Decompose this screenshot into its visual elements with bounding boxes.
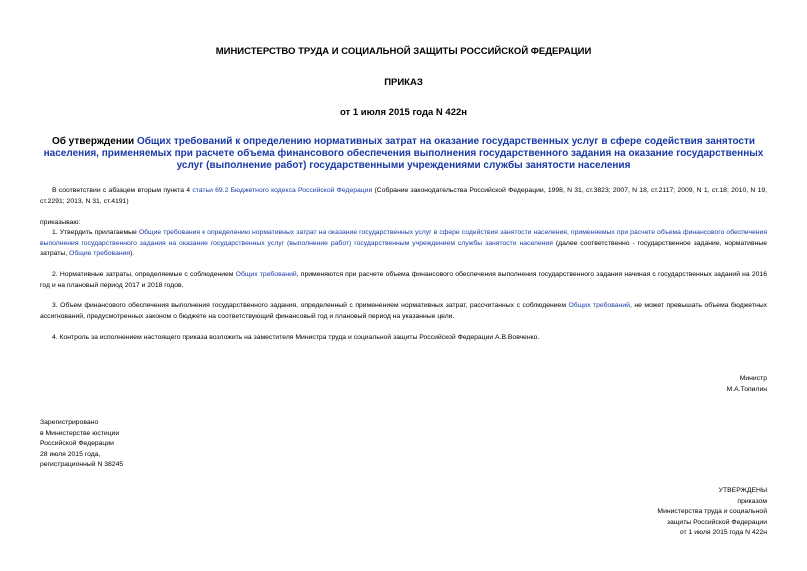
item-1-text-1: 1. Утвердить прилагаемые: [52, 229, 139, 236]
registration-line-2: в Министерстве юстиции: [40, 429, 120, 437]
document-title: [40, 136, 767, 172]
item-3-text-2: , не может превышать объема бюджетных ассигнований, предусмотренных законом о бюджете на соответствующий финансовый год и плановый период на указанные цели.: [40, 302, 767, 320]
registration-line-5: регистрационный N 38245: [40, 461, 124, 469]
item-1-link[interactable]: Общие требования к определению нормативных затрат на оказание государственных услуг в сфере содействия занятости населения, применяемых при расчете объема финансового обеспечения выполнения государственного задания на оказание государственных услуг (выполнение работ) государственным учреждением службы занятости населения: [40, 229, 767, 247]
item-1-text-2: (далее соответственно - государственное задание, нормативные затраты,: [40, 239, 768, 258]
item-3-link[interactable]: Общих требований: [568, 302, 630, 309]
signature-block: [727, 374, 767, 395]
item-1-link-2[interactable]: Общие требования: [69, 250, 131, 258]
orders-word: приказываю:: [40, 219, 81, 226]
preamble-text-2: (Собрание законодательства Российской Федерации, 1998, N 31, ст.3823; 2007, N 18, ст.2117; 2009, N 1, ст.18; 2010, N 19, ст.2291; 2013, N 31, ст.4191): [40, 187, 767, 205]
signature-name: М.А.Топилин: [726, 385, 767, 393]
approved-line-4: защиты Российской Федерации: [666, 518, 767, 526]
document-date-number: от 1 июля 2015 года N 422н: [339, 107, 468, 118]
item-1-text-3: ).: [130, 250, 135, 258]
registration-block: [40, 418, 123, 471]
item-1-paragraph: [40, 228, 767, 260]
item-3-paragraph: [40, 301, 767, 322]
preamble-paragraph: [40, 186, 767, 207]
approved-line-1: УТВЕРЖДЕНЫ: [718, 487, 767, 494]
ministry-heading: МИНИСТЕРСТВО ТРУДА И СОЦИАЛЬНОЙ ЗАЩИТЫ РОССИЙСКОЙ ФЕДЕРАЦИИ: [215, 46, 592, 57]
signature-position: Министр: [739, 375, 767, 382]
approved-block: [657, 486, 767, 539]
title-link[interactable]: Общих требований к определению нормативных затрат на оказание государственных услуг в сфере содействия занятости населения, применяемых при расчете объема финансового обеспечения выполнения государственного задания на оказание государственных услуг (выполнение работ) государственными учреждениями службы занятости населения: [43, 136, 764, 171]
title-prefix: Об утверждении: [51, 136, 137, 147]
item-2-paragraph: [40, 270, 767, 291]
item-2-text-2: , применяются при расчете объема финансового обеспечения выполнения государственного задания начиная с государственных заданий на 2016 год и на плановый период 2017 и 2018 годов.: [40, 271, 767, 289]
registration-line-1: Зарегистрировано: [40, 419, 99, 426]
item-2-text-1: 2. Нормативные затраты, определяемые с соблюдением: [52, 271, 236, 278]
preamble-text-1: В соответствии с абзацем вторым пункта 4: [52, 187, 193, 194]
budget-code-link[interactable]: статьи 69.2 Бюджетного кодекса Российской Федерации: [192, 187, 373, 194]
approved-line-5: от 1 июля 2015 года N 422н: [679, 529, 767, 537]
approved-line-2: приказом: [737, 497, 767, 505]
document-type: ПРИКАЗ: [384, 77, 423, 88]
item-2-link[interactable]: Общих требований: [235, 271, 297, 278]
item-4-text: 4. Контроль за исполнением настоящего приказа возложить на заместителя Министра труда и социальной защиты Российской Федерации А.В.Вовченко.: [52, 334, 540, 341]
registration-line-3: Российской Федерации: [40, 440, 114, 448]
registration-line-4: 28 июля 2015 года,: [40, 450, 101, 458]
approved-line-3: Министерства труда и социальной: [657, 508, 767, 516]
item-3-text-1: 3. Объем финансового обеспечения выполнения государственного задания, определенный с применением нормативных затрат, рассчитанных с соблюдением: [52, 302, 569, 309]
item-4-paragraph: [40, 333, 767, 344]
